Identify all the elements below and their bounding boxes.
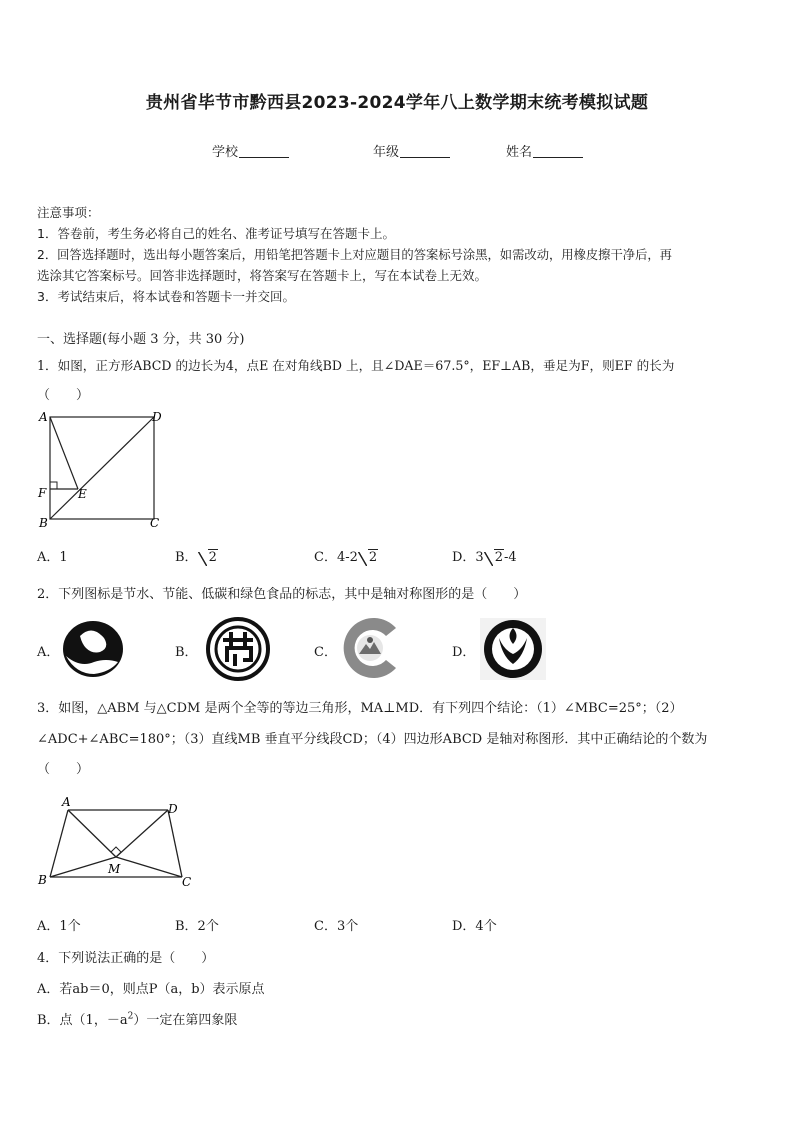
q3-stem-line2: ∠ADC+∠ABC=180°；（3）直线MB 垂直平分线段CD；（4）四边形ABCD 是轴对称图形．其中正确结论的个数为 [37, 732, 708, 747]
label-b: B [38, 873, 47, 887]
q4-option-a: A．若ab＝0，则点P（a，b）表示原点 [37, 982, 265, 997]
energy-saving-icon [205, 616, 271, 682]
note-1: 1．答卷前，考生务必将自己的姓名、准考证号填写在答题卡上。 [37, 226, 395, 241]
q3-option-d: D．4个 [452, 919, 497, 934]
water-saving-icon [60, 618, 126, 680]
name-field [506, 141, 583, 160]
label-m: M [108, 862, 121, 876]
name-label: 姓名 [506, 145, 533, 160]
q1-option-d: D．3 2-4 [452, 550, 517, 565]
q1-paren: （ ） [37, 388, 90, 403]
label-c: C [182, 875, 192, 889]
q1-option-c: C．4-2 2 [314, 550, 378, 565]
q2-option-a: A． [37, 645, 60, 660]
label-d: D [152, 410, 162, 424]
school-blank [239, 144, 289, 158]
q1-square-figure [30, 405, 170, 533]
grade-label: 年级 [373, 145, 400, 160]
q3-option-a: A．1个 [37, 919, 81, 934]
right-angle-mark [50, 482, 57, 489]
label-c: C [150, 516, 160, 530]
q4-stem: 4．下列说法正确的是（ ） [37, 951, 215, 966]
q4-option-b: B．点（1，$-a^2$）一定在第四象限 [37, 1011, 238, 1028]
segment-ae [50, 417, 78, 489]
notes-heading: 注意事项： [37, 205, 100, 220]
grade-blank [400, 144, 450, 158]
label-e: E [78, 487, 87, 501]
q3-option-b: B．2个 [175, 919, 219, 934]
q2-stem: 2．下列图标是节水、节能、低碳和绿色食品的标志，其中是轴对称图形的是（ ） [37, 587, 527, 602]
low-carbon-icon [340, 614, 404, 682]
q1-stem: 1．如图，正方形ABCD 的边长为4，点E 在对角线BD 上，且∠DAE＝67.5°，EF⊥AB，垂足为F，则EF 的长为 [37, 358, 675, 373]
label-d: D [168, 802, 178, 816]
q1-option-a: A．1 [37, 550, 68, 565]
q1-option-b: B． 2 [175, 550, 217, 565]
q3-quadrilateral-figure [32, 793, 202, 893]
q2-option-c: C． [314, 645, 337, 660]
note-3: 3．考试结束后，将本试卷和答题卡一并交回。 [37, 289, 295, 304]
name-blank [533, 144, 583, 158]
label-a: A [39, 410, 48, 424]
school-label: 学校 [212, 145, 239, 160]
label-a: A [62, 795, 71, 809]
green-food-icon [478, 616, 548, 682]
q2-option-b: B． [175, 645, 198, 660]
q3-stem-line1: 3．如图，△ABM 与△CDM 是两个全等的等边三角形，MA⊥MD．有下列四个结论：（1）∠MBC=25°；（2） [37, 701, 683, 716]
grade-field [373, 141, 450, 160]
label-f: F [38, 486, 47, 500]
diagonal-bd [50, 417, 154, 519]
note-2a: 2．回答选择题时，选出每小题答案后，用铅笔把答题卡上对应题目的答案标号涂黑，如需改动，用橡皮擦干净后，再 [37, 248, 672, 262]
school-field [212, 141, 289, 160]
section-heading: 一、选择题(每小题 3 分，共 30 分) [37, 332, 245, 347]
label-b: B [39, 516, 48, 530]
page-title: 贵州省毕节市黔西县2023-2024学年八上数学期末统考模拟试题 [145, 93, 649, 113]
q3-paren: （ ） [37, 762, 90, 777]
note-2b: 选涂其它答案标号。回答非选择题时，将答案写在答题卡上，写在本试卷上无效。 [37, 268, 488, 283]
q3-option-c: C．3个 [314, 919, 359, 934]
q2-option-d: D． [452, 645, 476, 660]
